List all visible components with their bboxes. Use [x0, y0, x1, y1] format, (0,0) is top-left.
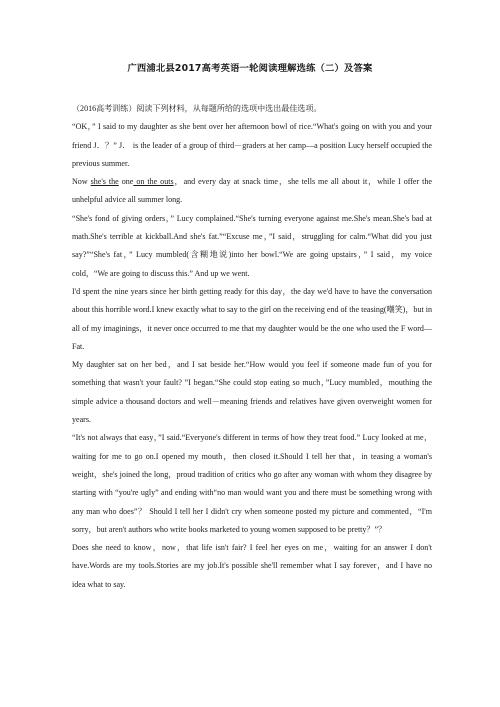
paragraph-2-end: ，and every day at snack time，she tells me all about it，while I offer the unhelpful advice all summer long.: [72, 177, 432, 205]
paragraph-3: “She's fond of giving orders，” Lucy complained.“She's turning everyone against me.She's mean.She's bad at math.She's terrible at kickball.And she's fat.”“Excuse me，”I said，struggling for calm.“What did you just say?”“She's fat，” Lucy mumbled(含糊地说)into her bowl.“We are going upstairs，” I said，my voice cold，“We are going to discuss this.” And up we went.: [72, 213, 432, 278]
document-title: 广西浦北县2017高考英语一轮阅读理解选练（二）及答案: [127, 63, 373, 74]
instructions: （2016高考训练）阅读下列材料，从每题所给的选项中选出最佳选项。: [72, 104, 322, 113]
underlined-phrase-2: on the outs: [133, 177, 174, 187]
paragraph-4: I'd spent the nine years since her birth getting ready for this day，the day we'd have to have the conversation about this horrible word.I knew exactly what to say to the girl on the receiving end of the teasing(嘲笑)，but in all of my imaginings，it never once occurred to me that my daughter would be the one who used the F word—Fat.: [72, 286, 432, 351]
paragraph-5: My daughter sat on her bed，and I sat beside her.“How would you feel if someone made fun of you for something that wasn't your fault? ”I began.“She could stop eating so much，”Lucy mumbled，mouthing the simple advice a thousand doctors and well－meaning friends and relatives have given overweight women for years.: [72, 360, 432, 425]
underlined-phrase-1: she's the: [90, 177, 119, 187]
paragraph-2-start: Now: [72, 177, 91, 187]
paragraph-2: [72, 173, 432, 210]
paragraph-1: “OK，” I said to my daughter as she bent over her afternoon bowl of rice.“What's going on with you and your friend J．？” J． is the leader of a group of third－graders at her camp—a position Lucy herself occupied the previous summer.: [72, 122, 432, 168]
paragraph-6: “It's not always that easy，”I said.“Everyone's different in terms of how they treat food.” Lucy looked at me，waiting for me to go on.I opened my mouth，then closed it.Should I tell her that，in teasing a woman's weight，she's joined the long，proud tradition of critics who go after any woman with whom they disagree by starting with “you're ugly” and ending with“no man would want you and there must be something wrong with any man who does”？ Should I tell her I didn't cry when someone posted my picture and commented，“I'm sorry，but aren't authors who write books marketed to young women supposed to be pretty？”？: [72, 433, 432, 534]
paragraph-7: Does she need to know，now，that life isn't fair? I feel her eyes on me，waiting for an answer I don't have.Words are my tools.Stories are my job.It's possible she'll remember what I say forever，and I have no idea what to say.: [72, 543, 432, 589]
document-body: [72, 100, 432, 594]
paragraph-2-middle: one: [118, 177, 134, 187]
